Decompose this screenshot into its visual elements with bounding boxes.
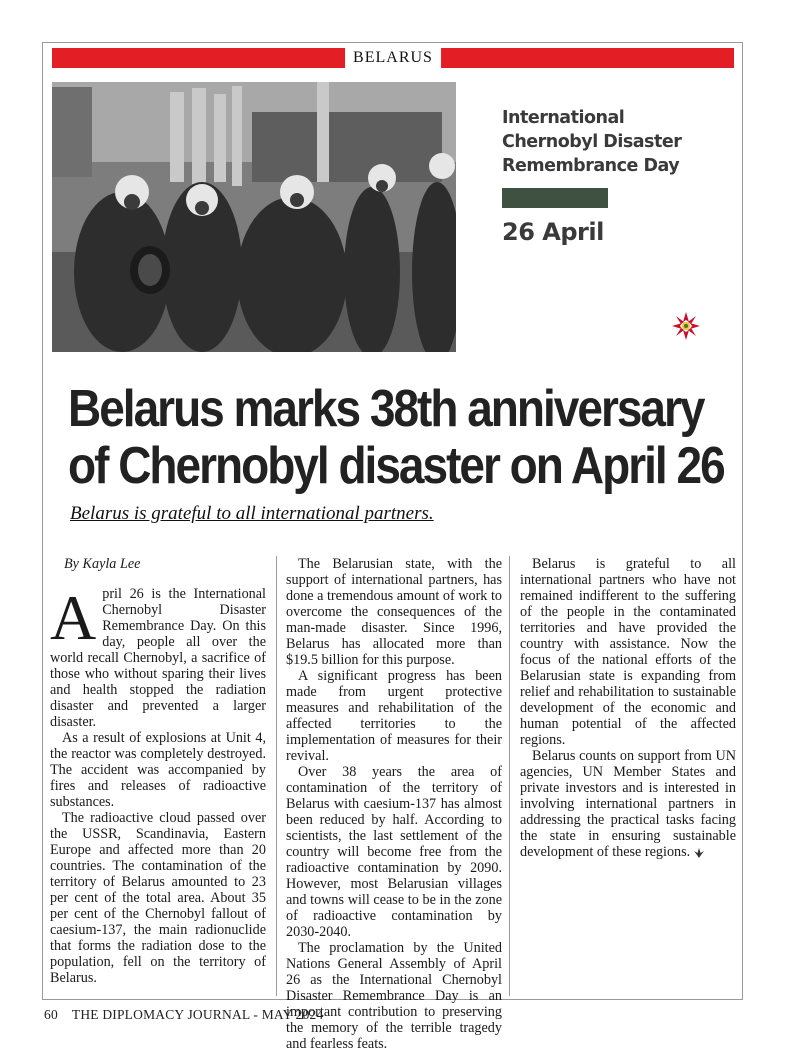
paragraph bbox=[520, 748, 736, 860]
article-column-1 bbox=[50, 556, 266, 986]
column-rule bbox=[509, 556, 510, 996]
article-deck: Belarus is grateful to all international partners. bbox=[70, 503, 434, 524]
paragraph: The radioactive cloud passed over the USSR, Scandinavia, Eastern Europe and affected more than 20 countries. The contamination of the territory of Belarus amounted to 23 per cent of the total area. About 35 per cent of the Chernobyl fallout of caesium-137, the main radionuclide that forms the radiation dose to the population, fell on the territory of Belarus. bbox=[50, 810, 266, 986]
paragraph: The proclamation by the United Nations General Assembly of April 26 as the International Chernobyl Disaster Remembrance Day is an important contribution to preserving the memory of the terrible tragedy and fearless feats. bbox=[286, 940, 502, 1052]
paragraph bbox=[50, 582, 266, 730]
page-footer bbox=[44, 1007, 323, 1023]
section-label: BELARUS bbox=[345, 46, 441, 70]
card-title: International Chernobyl Disaster Remembrance Day bbox=[502, 108, 682, 176]
chernobyl-workers-photo bbox=[52, 82, 456, 352]
article-headline: Belarus marks 38th anniversary of Chernobyl disaster on April 26 bbox=[68, 378, 724, 495]
drop-cap: A bbox=[50, 582, 97, 653]
red-flower-icon bbox=[670, 310, 702, 342]
remembrance-day-card bbox=[456, 82, 734, 352]
article-column-3 bbox=[520, 556, 736, 860]
byline: By Kayla Lee bbox=[64, 556, 141, 572]
card-date: 26 April bbox=[502, 218, 604, 246]
article-column-2 bbox=[286, 556, 502, 1052]
column-rule bbox=[276, 556, 277, 996]
section-bar bbox=[52, 48, 734, 68]
paragraph: Over 38 years the area of contamination of the territory of Belarus with caesium-137 has almost been reduced by half. According to scientists, the last settlement of the country will become free from the radioactive contamination by 2090. However, most Belarusian villages and towns will cease to be in the zone of radioactive contamination by 2030-2040. bbox=[286, 764, 502, 940]
paragraph-text: Belarus counts on support from UN agencies, UN Member States and private investors and is interested in involving international partners in addressing the practical tasks facing the state in ensuring sustainable development of these regions. bbox=[520, 748, 736, 860]
paragraph: As a result of explosions at Unit 4, the reactor was completely destroyed. The accident was accompanied by fires and releases of radioactive substances. bbox=[50, 730, 266, 810]
journal-name: THE DIPLOMACY JOURNAL - MAY 2024 bbox=[71, 1007, 324, 1022]
paragraph-text: pril 26 is the International Chernobyl Disaster Remembrance Day. On this day, people all over the world recall Chernobyl, a sacrifice of those who without sparing their lives and health stopped the radiation disaster and prevented a larger disaster. bbox=[50, 586, 266, 730]
photo-icon bbox=[52, 82, 456, 352]
card-accent-bar bbox=[502, 188, 608, 208]
journal-end-mark-icon bbox=[693, 847, 705, 859]
paragraph: The Belarusian state, with the support of international partners, has done a tremendous amount of work to overcome the consequences of the man-made disaster. Since 1996, Belarus has allocated more than $19.5 billion for this purpose. bbox=[286, 556, 502, 668]
paragraph: Belarus is grateful to all international partners who have not remained indifferent to the suffering of the people in the contaminated territories and have provided the country with assistance. Now the focus of the national efforts of the Belarusian state is expanding from relief and rehabilitation to sustainable development of the economic and human potential of the affected regions. bbox=[520, 556, 736, 748]
page-number: 60 bbox=[44, 1007, 58, 1022]
paragraph: A significant progress has been made from urgent protective measures and rehabilitation of the affected territories to the implementation of measures for their revival. bbox=[286, 668, 502, 764]
